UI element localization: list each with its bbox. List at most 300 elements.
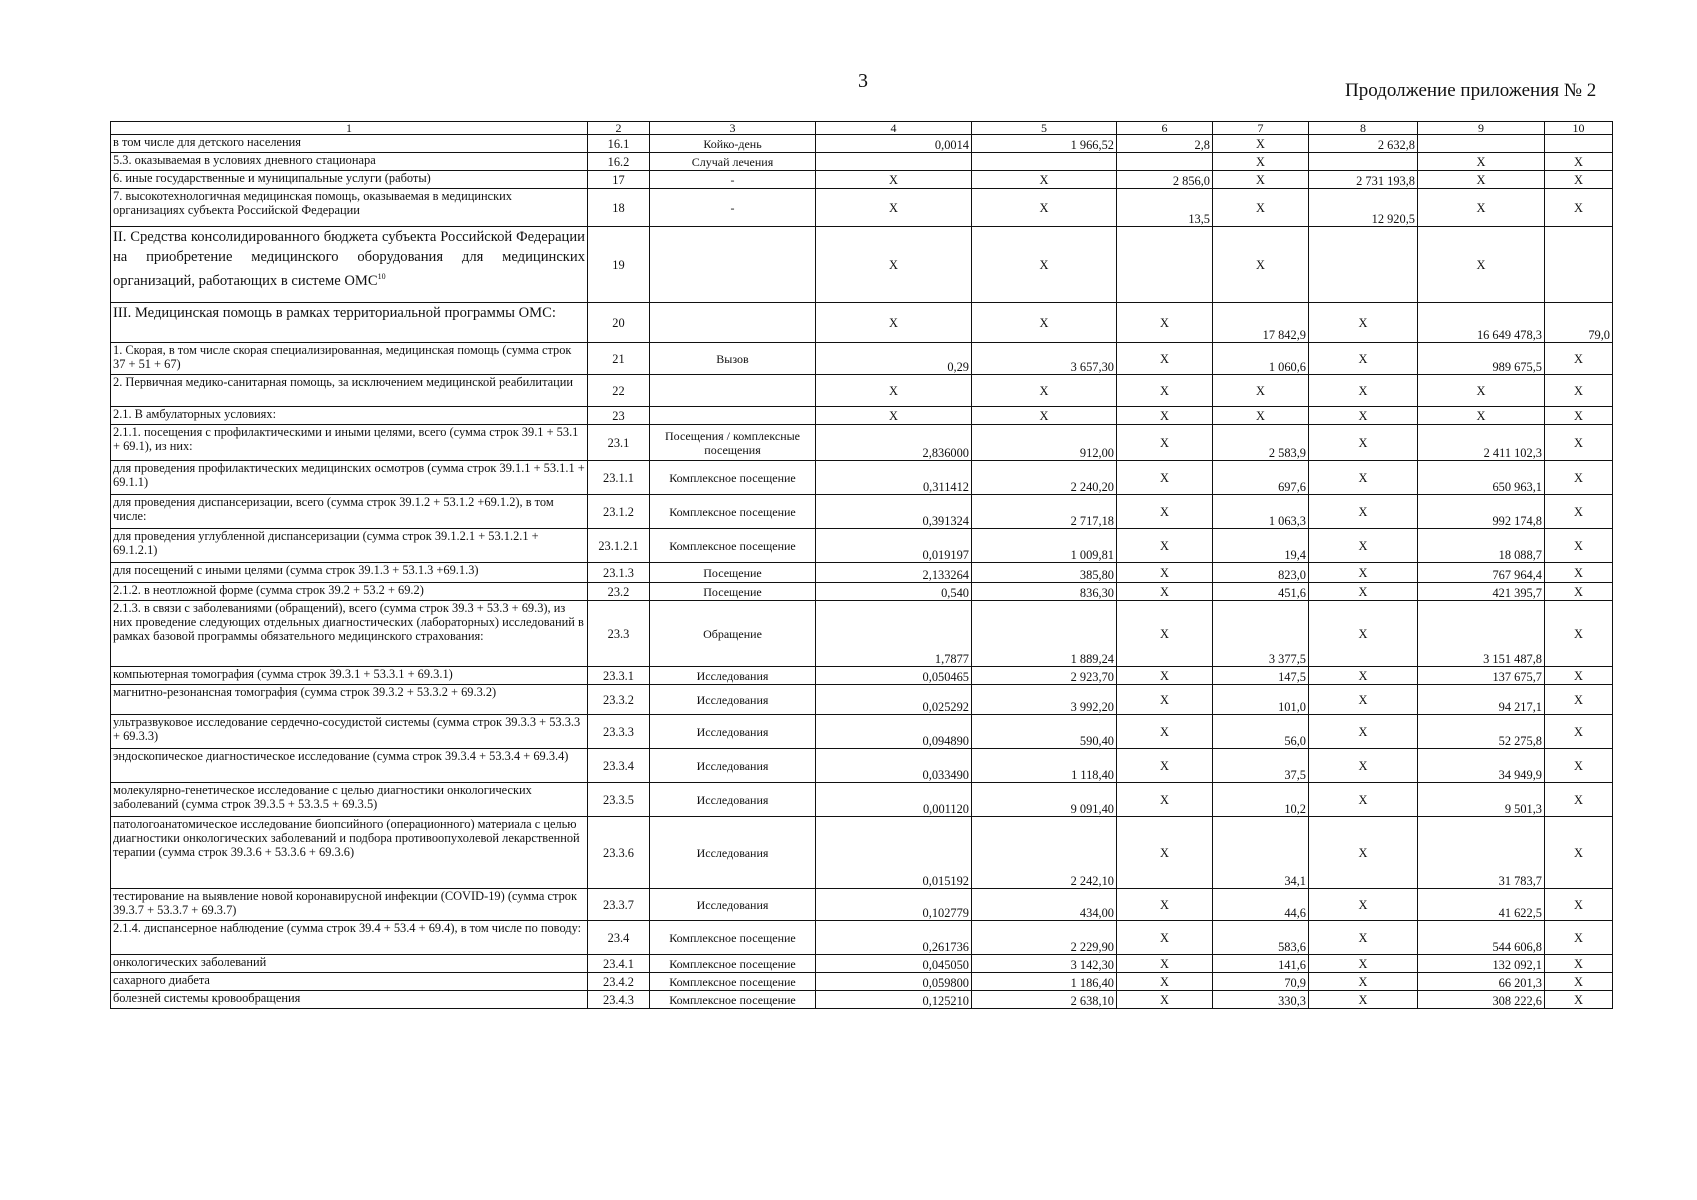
total-budget-cell: X [1309,425,1418,461]
unit-cell: Койко-день [650,135,816,153]
share-percent-cell: X [1545,563,1613,583]
per-capita-budget-cell: X [1117,749,1213,783]
row-code-cell: 20 [588,303,650,343]
total-oms-cell: 544 606,8 [1418,921,1545,955]
total-oms-cell: 9 501,3 [1418,783,1545,817]
row-name-cell: онкологических заболеваний [111,955,588,973]
column-number-1: 1 [111,122,588,135]
row-code-cell: 23.4.1 [588,955,650,973]
table-row [111,425,1613,461]
cost-norm-cell: 3 657,30 [972,343,1117,375]
column-number-10: 10 [1545,122,1613,135]
per-capita-oms-cell: 1 063,3 [1213,495,1309,529]
row-code-cell: 16.1 [588,135,650,153]
volume-norm-cell: 0,019197 [816,529,972,563]
share-percent-cell: X [1545,817,1613,889]
total-budget-cell: X [1309,991,1418,1009]
cost-norm-cell: 2 923,70 [972,667,1117,685]
cost-norm-cell: 590,40 [972,715,1117,749]
per-capita-oms-cell: 3 377,5 [1213,601,1309,667]
share-percent-cell: X [1545,667,1613,685]
share-percent-cell: X [1545,425,1613,461]
row-name-cell: тестирование на выявление новой коронавирусной инфекции (COVID-19) (сумма строк 39.3.7 + 53.3.7 + 69.3.7) [111,889,588,921]
per-capita-budget-cell: X [1117,817,1213,889]
row-code-cell: 23 [588,407,650,425]
unit-cell: Комплексное посещение [650,973,816,991]
row-name-cell: 7. высокотехнологичная медицинская помощь, оказываемая в медицинских организациях субъекта Российской Федерации [111,189,588,227]
per-capita-oms-cell: 147,5 [1213,667,1309,685]
table-row [111,991,1613,1009]
total-budget-cell: X [1309,583,1418,601]
row-code-cell: 21 [588,343,650,375]
row-name-cell: патологоанатомическое исследование биопсийного (операционного) материала с целью диагностики онкологических заболеваний и подбора противоопухолевой лекарственной терапии (сумма строк 39.3.6 + 53.3.6 + 69.3.6) [111,817,588,889]
cost-norm-cell: 2 240,20 [972,461,1117,495]
unit-cell: Исследования [650,783,816,817]
table-row [111,343,1613,375]
table-row [111,135,1613,153]
row-code-cell: 23.2 [588,583,650,601]
total-budget-cell: X [1309,715,1418,749]
table-row [111,563,1613,583]
unit-cell [650,227,816,303]
cost-norm-cell: 1 118,40 [972,749,1117,783]
total-oms-cell: X [1418,227,1545,303]
volume-norm-cell: 0,261736 [816,921,972,955]
total-oms-cell: 2 411 102,3 [1418,425,1545,461]
cost-norm-cell: 1 966,52 [972,135,1117,153]
unit-cell: Вызов [650,343,816,375]
total-oms-cell: 650 963,1 [1418,461,1545,495]
column-number-8: 8 [1309,122,1418,135]
row-code-cell: 23.3.1 [588,667,650,685]
unit-cell: Случай лечения [650,153,816,171]
total-oms-cell: 989 675,5 [1418,343,1545,375]
row-name-cell: 2.1.2. в неотложной форме (сумма строк 39.2 + 53.2 + 69.2) [111,583,588,601]
total-oms-cell: 137 675,7 [1418,667,1545,685]
cost-norm-cell: 9 091,40 [972,783,1117,817]
row-code-cell: 23.3 [588,601,650,667]
table-row [111,715,1613,749]
cost-norm-cell: 434,00 [972,889,1117,921]
row-code-cell: 19 [588,227,650,303]
total-budget-cell: 12 920,5 [1309,189,1418,227]
row-code-cell: 23.4.2 [588,973,650,991]
share-percent-cell: 79,0 [1545,303,1613,343]
total-budget-cell [1309,227,1418,303]
per-capita-oms-cell: X [1213,171,1309,189]
row-code-cell: 23.3.3 [588,715,650,749]
per-capita-budget-cell: X [1117,715,1213,749]
share-percent-cell: X [1545,189,1613,227]
unit-cell: Комплексное посещение [650,495,816,529]
table-row [111,783,1613,817]
program-table-container [110,121,1612,1009]
volume-norm-cell: 0,311412 [816,461,972,495]
volume-norm-cell: 0,540 [816,583,972,601]
table-row [111,461,1613,495]
cost-norm-cell [972,153,1117,171]
volume-norm-cell: 0,001120 [816,783,972,817]
table-row [111,685,1613,715]
column-number-3: 3 [650,122,816,135]
per-capita-budget-cell: X [1117,921,1213,955]
total-oms-cell: 94 217,1 [1418,685,1545,715]
unit-cell: Исследования [650,667,816,685]
total-oms-cell: X [1418,153,1545,171]
row-code-cell: 23.1.2 [588,495,650,529]
cost-norm-cell: 3 992,20 [972,685,1117,715]
column-number-4: 4 [816,122,972,135]
per-capita-oms-cell: 37,5 [1213,749,1309,783]
row-name-cell: для проведения диспансеризации, всего (сумма строк 39.1.2 + 53.1.2 +69.1.2), в том числе: [111,495,588,529]
total-oms-cell: 132 092,1 [1418,955,1545,973]
per-capita-budget-cell: X [1117,343,1213,375]
volume-norm-cell: X [816,189,972,227]
total-budget-cell: X [1309,529,1418,563]
table-body [111,135,1613,1009]
total-budget-cell: X [1309,461,1418,495]
table-row [111,921,1613,955]
per-capita-budget-cell: X [1117,425,1213,461]
row-code-cell: 23.1.3 [588,563,650,583]
cost-norm-cell: X [972,189,1117,227]
per-capita-budget-cell: X [1117,889,1213,921]
volume-norm-cell: 0,050465 [816,667,972,685]
share-percent-cell: X [1545,973,1613,991]
per-capita-budget-cell: X [1117,955,1213,973]
unit-cell: Обращение [650,601,816,667]
per-capita-budget-cell: X [1117,563,1213,583]
cost-norm-cell: 385,80 [972,563,1117,583]
row-name-cell: болезней системы кровообращения [111,991,588,1009]
unit-cell: Комплексное посещение [650,921,816,955]
row-code-cell: 23.3.2 [588,685,650,715]
row-code-cell: 23.1.2.1 [588,529,650,563]
total-budget-cell: X [1309,889,1418,921]
table-row [111,407,1613,425]
per-capita-budget-cell: X [1117,583,1213,601]
column-number-6: 6 [1117,122,1213,135]
volume-norm-cell: X [816,171,972,189]
per-capita-oms-cell: 2 583,9 [1213,425,1309,461]
row-name-cell: 1. Скорая, в том числе скорая специализированная, медицинская помощь (сумма строк 37 + 51 + 67) [111,343,588,375]
cost-norm-cell: 836,30 [972,583,1117,601]
per-capita-oms-cell: 34,1 [1213,817,1309,889]
volume-norm-cell: 0,0014 [816,135,972,153]
row-name-cell: 6. иные государственные и муниципальные услуги (работы) [111,171,588,189]
table-row [111,973,1613,991]
per-capita-budget-cell: 2 856,0 [1117,171,1213,189]
cost-norm-cell: 2 717,18 [972,495,1117,529]
unit-cell: Исследования [650,685,816,715]
unit-cell: Комплексное посещение [650,461,816,495]
volume-norm-cell: 0,391324 [816,495,972,529]
share-percent-cell: X [1545,749,1613,783]
row-name-cell: молекулярно-генетическое исследование с целью диагностики онкологических заболеваний (сумма строк 39.3.5 + 53.3.5 + 69.3.5) [111,783,588,817]
volume-norm-cell: 0,059800 [816,973,972,991]
per-capita-budget-cell: X [1117,495,1213,529]
volume-norm-cell: 1,7877 [816,601,972,667]
column-number-7: 7 [1213,122,1309,135]
share-percent-cell: X [1545,783,1613,817]
cost-norm-cell: 1 009,81 [972,529,1117,563]
unit-cell: Исследования [650,817,816,889]
row-name-cell: 2.1.4. диспансерное наблюдение (сумма строк 39.4 + 53.4 + 69.4), в том числе по поводу: [111,921,588,955]
total-budget-cell: X [1309,495,1418,529]
table-row [111,303,1613,343]
per-capita-oms-cell: X [1213,407,1309,425]
row-code-cell: 16.2 [588,153,650,171]
page-number: 3 [858,70,868,92]
cost-norm-cell: 2 242,10 [972,817,1117,889]
share-percent-cell: X [1545,171,1613,189]
row-name-cell: 5.3. оказываемая в условиях дневного стационара [111,153,588,171]
total-oms-cell: 421 395,7 [1418,583,1545,601]
per-capita-budget-cell: X [1117,407,1213,425]
footnote-marker: 10 [377,272,386,281]
share-percent-cell: X [1545,343,1613,375]
total-oms-cell: 3 151 487,8 [1418,601,1545,667]
per-capita-budget-cell: X [1117,991,1213,1009]
row-name-cell: II. Средства консолидированного бюджета субъекта Российской Федерации на приобретение медицинского оборудования для медицинских организаций, работающих в системе ОМС$^{10}$ [111,227,588,303]
table-row [111,375,1613,407]
row-code-cell: 23.3.4 [588,749,650,783]
row-name-cell: для проведения углубленной диспансеризации (сумма строк 39.1.2.1 + 53.1.2.1 + 69.1.2.1) [111,529,588,563]
total-oms-cell: 66 201,3 [1418,973,1545,991]
table-row [111,601,1613,667]
per-capita-budget-cell [1117,227,1213,303]
row-code-cell: 17 [588,171,650,189]
total-budget-cell: 2 731 193,8 [1309,171,1418,189]
table-row [111,817,1613,889]
total-oms-cell: 41 622,5 [1418,889,1545,921]
cost-norm-cell: X [972,303,1117,343]
row-name-cell: компьютерная томография (сумма строк 39.3.1 + 53.3.1 + 69.3.1) [111,667,588,685]
unit-cell: Посещение [650,563,816,583]
table-row [111,889,1613,921]
row-code-cell: 23.3.5 [588,783,650,817]
row-name-cell: 2. Первичная медико-санитарная помощь, за исключением медицинской реабилитации [111,375,588,407]
column-number-2: 2 [588,122,650,135]
per-capita-budget-cell: X [1117,303,1213,343]
total-budget-cell [1309,153,1418,171]
cost-norm-cell: X [972,171,1117,189]
total-oms-cell: X [1418,407,1545,425]
volume-norm-cell: 0,102779 [816,889,972,921]
per-capita-oms-cell: 583,6 [1213,921,1309,955]
share-percent-cell: X [1545,461,1613,495]
cost-norm-cell: X [972,375,1117,407]
per-capita-oms-cell: X [1213,227,1309,303]
share-percent-cell: X [1545,407,1613,425]
row-name-cell: в том числе для детского населения [111,135,588,153]
total-budget-cell: X [1309,921,1418,955]
unit-cell: Исследования [650,715,816,749]
per-capita-budget-cell [1117,153,1213,171]
table-row [111,529,1613,563]
row-code-cell: 23.1.1 [588,461,650,495]
per-capita-oms-cell: 19,4 [1213,529,1309,563]
share-percent-cell: X [1545,685,1613,715]
table-row [111,749,1613,783]
share-percent-cell: X [1545,955,1613,973]
per-capita-oms-cell: 141,6 [1213,955,1309,973]
per-capita-budget-cell: X [1117,375,1213,407]
unit-cell: Комплексное посещение [650,991,816,1009]
table-row [111,583,1613,601]
cost-norm-cell: 1 889,24 [972,601,1117,667]
unit-cell: Комплексное посещение [650,955,816,973]
total-oms-cell: X [1418,189,1545,227]
volume-norm-cell: 2,836000 [816,425,972,461]
total-budget-cell: X [1309,563,1418,583]
row-name-cell: для посещений с иными целями (сумма строк 39.1.3 + 53.1.3 +69.1.3) [111,563,588,583]
per-capita-budget-cell: 2,8 [1117,135,1213,153]
row-code-cell: 22 [588,375,650,407]
per-capita-oms-cell: 823,0 [1213,563,1309,583]
share-percent-cell: X [1545,601,1613,667]
per-capita-oms-cell: 17 842,9 [1213,303,1309,343]
per-capita-oms-cell: 70,9 [1213,973,1309,991]
total-oms-cell: 308 222,6 [1418,991,1545,1009]
volume-norm-cell [816,153,972,171]
per-capita-oms-cell: X [1213,153,1309,171]
per-capita-oms-cell: 697,6 [1213,461,1309,495]
row-name-cell: 2.1.1. посещения с профилактическими и иными целями, всего (сумма строк 39.1 + 53.1 + 69.1), из них: [111,425,588,461]
table-row [111,667,1613,685]
total-budget-cell: X [1309,667,1418,685]
total-oms-cell: 992 174,8 [1418,495,1545,529]
volume-norm-cell: 0,045050 [816,955,972,973]
volume-norm-cell: 2,133264 [816,563,972,583]
total-oms-cell: 16 649 478,3 [1418,303,1545,343]
total-budget-cell: X [1309,973,1418,991]
row-name-cell: эндоскопическое диагностическое исследование (сумма строк 39.3.4 + 53.3.4 + 69.3.4) [111,749,588,783]
share-percent-cell: X [1545,715,1613,749]
per-capita-oms-cell: 451,6 [1213,583,1309,601]
share-percent-cell: X [1545,889,1613,921]
unit-cell: Посещения / комплексные посещения [650,425,816,461]
unit-cell: - [650,171,816,189]
total-oms-cell: X [1418,375,1545,407]
per-capita-budget-cell: X [1117,601,1213,667]
per-capita-oms-cell: 330,3 [1213,991,1309,1009]
unit-cell: - [650,189,816,227]
unit-cell [650,375,816,407]
total-oms-cell: 767 964,4 [1418,563,1545,583]
share-percent-cell: X [1545,991,1613,1009]
row-code-cell: 23.3.7 [588,889,650,921]
volume-norm-cell: X [816,407,972,425]
unit-cell: Посещение [650,583,816,601]
column-number-row [111,122,1613,135]
cost-norm-cell: 1 186,40 [972,973,1117,991]
row-name-cell: 2.1.3. в связи с заболеваниями (обращений), всего (сумма строк 39.3 + 53.3 + 69.3), из них проведение следующих отдельных диагностических (лабораторных) исследований в рамках базовой программы обязательного медицинского страхования: [111,601,588,667]
program-table [110,121,1613,1009]
per-capita-budget-cell: X [1117,461,1213,495]
total-budget-cell: X [1309,749,1418,783]
per-capita-budget-cell: 13,5 [1117,189,1213,227]
per-capita-oms-cell: X [1213,375,1309,407]
share-percent-cell: X [1545,583,1613,601]
column-number-9: 9 [1418,122,1545,135]
share-percent-cell: X [1545,375,1613,407]
share-percent-cell: X [1545,529,1613,563]
per-capita-budget-cell: X [1117,667,1213,685]
row-name-cell: ультразвуковое исследование сердечно-сосудистой системы (сумма строк 39.3.3 + 53.3.3 + 69.3.3) [111,715,588,749]
cost-norm-cell: 3 142,30 [972,955,1117,973]
volume-norm-cell: X [816,227,972,303]
row-code-cell: 23.4 [588,921,650,955]
total-oms-cell: 52 275,8 [1418,715,1545,749]
table-row [111,153,1613,171]
unit-cell [650,407,816,425]
row-code-cell: 23.3.6 [588,817,650,889]
per-capita-oms-cell: 56,0 [1213,715,1309,749]
total-budget-cell: X [1309,817,1418,889]
per-capita-budget-cell: X [1117,973,1213,991]
total-oms-cell [1418,135,1545,153]
per-capita-budget-cell: X [1117,783,1213,817]
total-budget-cell: X [1309,375,1418,407]
row-code-cell: 18 [588,189,650,227]
cost-norm-cell: 2 638,10 [972,991,1117,1009]
total-budget-cell: 2 632,8 [1309,135,1418,153]
volume-norm-cell: 0,094890 [816,715,972,749]
column-number-5: 5 [972,122,1117,135]
continuation-title: Продолжение приложения № 2 [1345,80,1597,101]
share-percent-cell: X [1545,921,1613,955]
row-name-cell: III. Медицинская помощь в рамках территориальной программы ОМС: [111,303,588,343]
volume-norm-cell: 0,015192 [816,817,972,889]
row-name-cell: для проведения профилактических медицинских осмотров (сумма строк 39.1.1 + 53.1.1 + 69.1.1) [111,461,588,495]
share-percent-cell: X [1545,153,1613,171]
total-oms-cell: 18 088,7 [1418,529,1545,563]
total-budget-cell: X [1309,601,1418,667]
volume-norm-cell: X [816,303,972,343]
per-capita-oms-cell: 1 060,6 [1213,343,1309,375]
per-capita-budget-cell: X [1117,529,1213,563]
volume-norm-cell: 0,033490 [816,749,972,783]
volume-norm-cell: X [816,375,972,407]
row-name-cell: сахарного диабета [111,973,588,991]
share-percent-cell [1545,227,1613,303]
row-name-cell: 2.1. В амбулаторных условиях: [111,407,588,425]
per-capita-oms-cell: 101,0 [1213,685,1309,715]
share-percent-cell [1545,135,1613,153]
volume-norm-cell: 0,025292 [816,685,972,715]
total-oms-cell: 31 783,7 [1418,817,1545,889]
unit-cell: Исследования [650,889,816,921]
total-budget-cell: X [1309,955,1418,973]
row-name-cell: магнитно-резонансная томография (сумма строк 39.3.2 + 53.3.2 + 69.3.2) [111,685,588,715]
total-budget-cell: X [1309,783,1418,817]
per-capita-budget-cell: X [1117,685,1213,715]
total-oms-cell: 34 949,9 [1418,749,1545,783]
cost-norm-cell: X [972,227,1117,303]
volume-norm-cell: 0,29 [816,343,972,375]
volume-norm-cell: 0,125210 [816,991,972,1009]
table-row [111,227,1613,303]
table-row [111,495,1613,529]
per-capita-oms-cell: X [1213,135,1309,153]
row-code-cell: 23.1 [588,425,650,461]
cost-norm-cell: X [972,407,1117,425]
cost-norm-cell: 912,00 [972,425,1117,461]
unit-cell [650,303,816,343]
per-capita-oms-cell: 44,6 [1213,889,1309,921]
unit-cell: Комплексное посещение [650,529,816,563]
